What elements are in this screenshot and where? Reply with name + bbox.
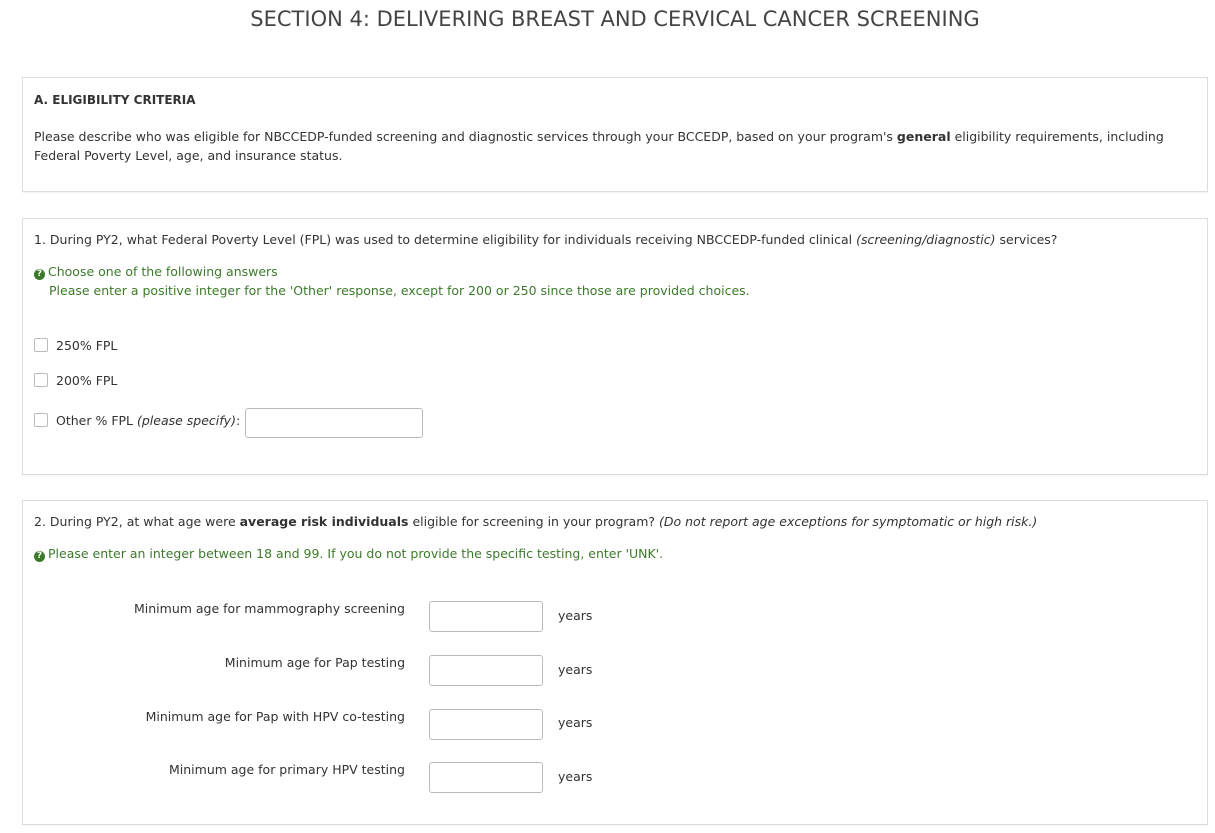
question-1-text-end: services?: [995, 232, 1058, 247]
option-200-checkbox[interactable]: [34, 373, 48, 387]
option-250-label[interactable]: 250% FPL: [56, 338, 118, 353]
question-2-text: [34, 512, 1037, 531]
pap-age-input[interactable]: [429, 655, 543, 686]
section-heading: A. ELIGIBILITY CRITERIA: [34, 93, 196, 107]
question-1-text-start: 1. During PY2, what Federal Poverty Level (FPL) was used to determine eligibility for individuals receiving NBCCEDP-funded clinical: [34, 232, 857, 247]
pap-hpv-cotest-age-label: Minimum age for Pap with HPV co-testing: [145, 709, 405, 724]
primary-hpv-age-input[interactable]: [429, 762, 543, 793]
question-2-hint: [34, 544, 663, 563]
eligibility-criteria-panel: [22, 77, 1208, 192]
question-2-text-middle: eligible for screening in your program?: [408, 514, 659, 529]
question-2-hint-text: Please enter an integer between 18 and 99. If you do not provide the specific testing, enter 'UNK'.: [48, 546, 664, 561]
option-other-label-text: Other % FPL: [56, 413, 137, 428]
mammography-age-unit: years: [558, 608, 593, 623]
pap-age-label: Minimum age for Pap testing: [224, 655, 405, 670]
mammography-age-input[interactable]: [429, 601, 543, 632]
option-other-label[interactable]: [56, 413, 240, 429]
question-1-hint: [34, 262, 278, 281]
description-text: Please describe who was eligible for NBCCEDP-funded screening and diagnostic services through your BCCEDP, based on your program's: [34, 129, 897, 144]
question-1-hint-line2: Please enter a positive integer for the 'Other' response, except for 200 or 250 since those are provided choices.: [49, 283, 750, 298]
question-1-panel: [22, 218, 1208, 475]
page-title: SECTION 4: DELIVERING BREAST AND CERVICAL CANCER SCREENING: [250, 7, 980, 31]
mammography-age-label: Minimum age for mammography screening: [133, 601, 405, 616]
question-1-text: [34, 230, 1057, 249]
other-fpl-input[interactable]: [245, 408, 423, 438]
section-description: [34, 127, 1199, 165]
pap-age-unit: years: [558, 662, 593, 677]
option-other-label-colon: :: [235, 413, 241, 428]
description-bold: general: [896, 129, 951, 144]
option-other-label-italic: (please specify): [136, 413, 236, 428]
question-2-text-italic: (Do not report age exceptions for symptomatic or high risk.): [659, 514, 1038, 529]
question-2-text-bold: average risk individuals: [239, 514, 409, 529]
option-250-checkbox[interactable]: [34, 338, 48, 352]
question-circle-icon: ?: [34, 551, 45, 562]
option-200-label[interactable]: 200% FPL: [56, 373, 118, 388]
question-2-text-start: 2. During PY2, at what age were: [34, 514, 240, 529]
pap-hpv-cotest-age-unit: years: [558, 715, 593, 730]
question-1-text-italic: (screening/diagnostic): [856, 232, 996, 247]
question-1-hint-line1: Choose one of the following answers: [48, 264, 278, 279]
primary-hpv-age-unit: years: [558, 769, 593, 784]
pap-hpv-cotest-age-input[interactable]: [429, 709, 543, 740]
option-other-checkbox[interactable]: [34, 413, 48, 427]
description-text-end: eligibility requirements, including Federal Poverty Level, age, and insurance status.: [34, 129, 1164, 163]
question-circle-icon: ?: [34, 269, 45, 280]
question-2-panel: [22, 500, 1208, 825]
primary-hpv-age-label: Minimum age for primary HPV testing: [168, 762, 405, 777]
